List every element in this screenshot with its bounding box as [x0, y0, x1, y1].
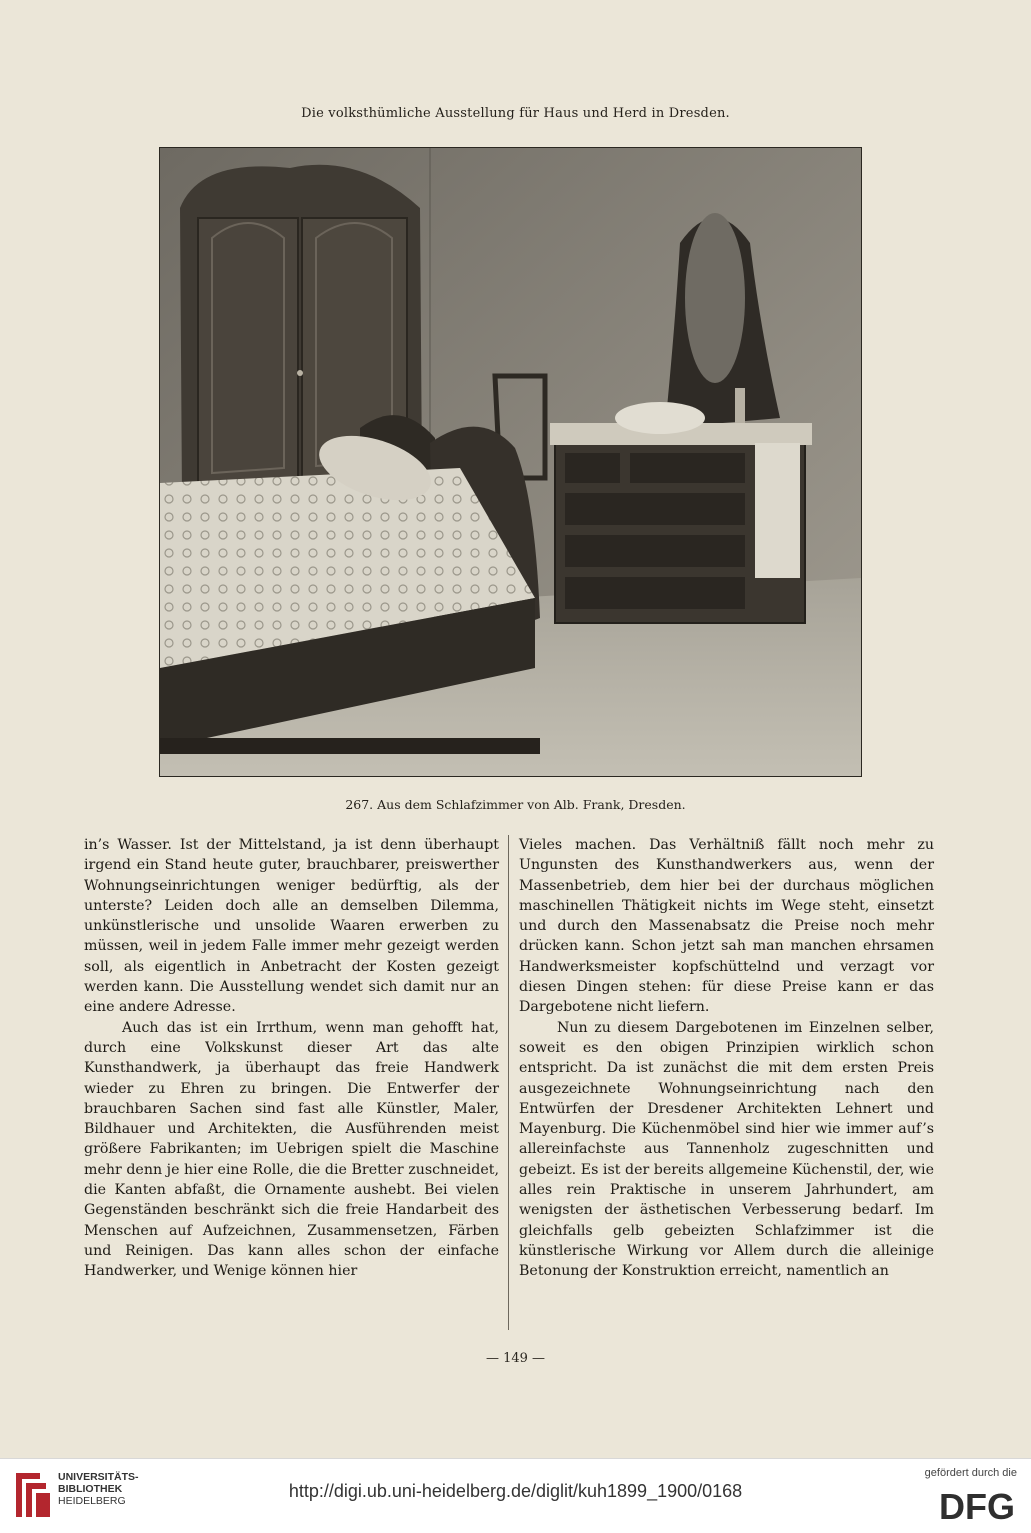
- library-name-line: UNIVERSITÄTS-: [58, 1471, 139, 1483]
- paragraph: Vieles machen. Das Verhältniß fällt noch mehr zu Ungunsten des Kunsthandwerkers aus, wenn der Massenbetrieb, dem hier bei der durchaus möglichen maschinellen Thätigkeit nichts im Wege steht, einsetzt und durch den Massenabsatz die Preise noch mehr drücken kann. Schon jetzt sah man manchen ehrsamen Handwerksmeister kopfschüttelnd und verzagt vor diesen Dingen stehen: für diese Preise kann er das Dargebotene nicht liefern.: [519, 837, 934, 1016]
- left-column: [84, 835, 499, 1282]
- dfg-logo-text: DFG: [939, 1486, 1015, 1525]
- paragraph: Nun zu diesem Dargebotenen im Einzelnen selber, soweit es den obigen Prinzipien wirklich schon entspricht. Da ist zunächst die mit dem ersten Preis ausgezeichnete Wohnungseinrichtung nach den Entwürfen der Dresdener Architekten Lehnert und Mayenburg. Die Küchenmöbel sind hier wie immer auf’s allereinfachste aus Tannenholz zugeschnitten und gebeizt. Es ist der bereits allgemeine Küchenstil, der, wie alles rein Praktische in unserem Jahrhundert, am wenigsten der ästhetischen Verbesserung bedarf. Im gleichfalls gelb gebeizten Schlafzimmer ist die künstlerische Wirkung vor Allem durch die alleinige Betonung der Konstruktion erreicht, namentlich an: [519, 1019, 934, 1280]
- hanging-towel: [755, 443, 800, 578]
- paragraph: Auch das ist ein Irrthum, wenn man gehofft hat, durch eine Volkskunst dieser Art das alte Kunsthandwerk, ja überhaupt das freie Handwerk wieder zu Ehren zu bringen. Die Entwerfer der brauchbaren Sachen sind fast alle Künstler, Maler, Bildhauer und Architekten, die Ausführenden meist größere Fabrikanten; im Uebrigen spielt die Maschine mehr denn je hier eine Rolle, die die Bretter zuschneidet, die Kanten abfaßt, die Ornamente aushebt. Bei vielen Gegenständen beschränkt sich die freie Handarbeit des Menschen auf Aufzeichnen, Zusammensetzen, Färben und Reinigen. Das kann alles schon der einfache Handwerker, und Wenige können hier: [84, 1019, 499, 1280]
- dfg-logo-icon: [917, 1485, 1017, 1525]
- figure-photo: [159, 147, 862, 777]
- page-number: — 149 —: [485, 1351, 546, 1366]
- text-columns: [84, 835, 934, 1335]
- funded-by-label: gefördert durch die: [924, 1467, 1017, 1479]
- column-divider: [508, 835, 509, 1330]
- figure-caption: 267. Aus dem Schlafzimmer von Alb. Frank, Dresden.: [345, 797, 686, 812]
- library-name-line: HEIDELBERG: [58, 1495, 126, 1507]
- bedroom-photo-illustration: [160, 148, 861, 776]
- paragraph: in’s Wasser. Ist der Mittelstand, ja ist denn überhaupt irgend ein Stand heute guter, brauchbarer, preiswerther Wohnungseinrichtungen weniger bedürftig, als der unterste? Leiden doch alle an demselben Dilemma, unkünstlerische und unsolide Waaren erwerben zu müssen, weil in jedem Falle immer mehr gezeigt werden soll, als eigentlich in Anbetracht der Kosten gezeigt werden kann. Die Ausstellung wendet sich damit nur an eine andere Adresse.: [84, 837, 499, 1016]
- running-head: Die volksthümliche Ausstellung für Haus und Herd in Dresden.: [301, 106, 730, 121]
- viewer-footer: [0, 1458, 1031, 1533]
- library-name-line: BIBLIOTHEK: [58, 1483, 123, 1495]
- right-column: [519, 835, 934, 1282]
- source-url-link[interactable]: http://digi.ub.uni-heidelberg.de/diglit/kuh1899_1900/0168: [288, 1481, 743, 1501]
